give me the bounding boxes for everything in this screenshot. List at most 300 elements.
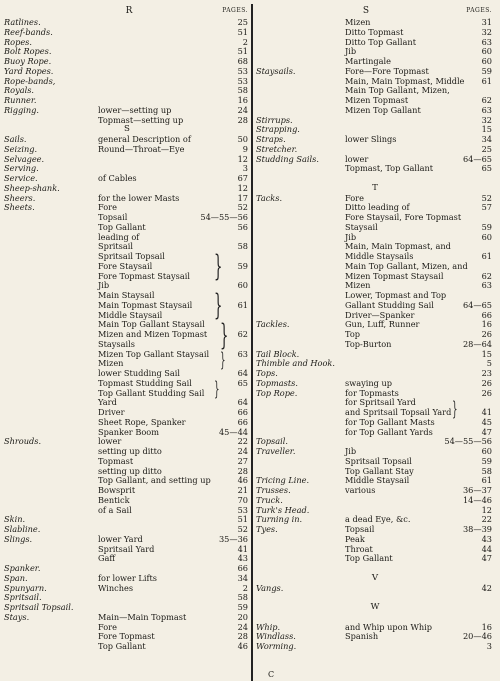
- entry-description: Ditto Topmast: [345, 26, 404, 37]
- entry-pages: 66: [481, 309, 492, 320]
- index-entry: [256, 584, 494, 594]
- entry-term: Tail Block.: [256, 348, 300, 359]
- entry-description: Middle Staysail: [98, 309, 163, 320]
- entry-description: Mizen and Mizen Topmast: [98, 329, 208, 339]
- entry-term: Straps.: [256, 134, 286, 144]
- index-entry: [4, 554, 250, 564]
- entry-description: Main, Main Topmast, Middle: [345, 75, 465, 86]
- entry-description: general Description of: [98, 134, 191, 144]
- entry-description: Top Gallant, and setting up: [98, 475, 211, 486]
- brace-mark: }: [214, 377, 220, 401]
- entry-pages: 53: [237, 75, 248, 86]
- section-heading: [256, 184, 494, 194]
- entry-description: lower: [345, 153, 369, 164]
- entry-pages: 53: [237, 504, 248, 515]
- entry-description: Spanker Boom: [98, 426, 159, 437]
- index-entry: [256, 486, 494, 496]
- entry-term: Service.: [4, 173, 38, 183]
- entry-description: Spritsail Topsail: [98, 251, 165, 261]
- entry-pages: 52: [237, 524, 248, 534]
- entry-term: Rope-bands,: [4, 75, 56, 86]
- section-letter: S: [124, 124, 130, 135]
- entry-description: Main Topmast Staysail: [98, 299, 193, 310]
- entry-term: Seizing.: [4, 143, 38, 154]
- entry-pages: 54—55—56: [444, 436, 492, 447]
- entry-description: swaying up: [345, 377, 392, 388]
- entry-term: Rigging.: [4, 104, 40, 115]
- entry-pages: 63: [481, 280, 492, 291]
- entry-description: Spritsail Topsail: [345, 455, 412, 466]
- entry-description: Lower, Topmast and Top: [345, 290, 447, 300]
- entry-description: Mizen: [345, 17, 371, 27]
- entry-pages: 3: [486, 641, 492, 651]
- entry-pages: 58: [481, 465, 492, 476]
- entry-description: and Spritsail Topsail Yard: [345, 407, 452, 417]
- entry-description: Main, Main Topmast, and: [345, 241, 451, 252]
- entry-description: Topmast, Top Gallant: [345, 163, 434, 174]
- entry-pages: 64—65: [462, 299, 492, 310]
- column-divider: [251, 4, 253, 681]
- index-entry: [4, 77, 250, 87]
- entry-description: lower Yard: [98, 533, 143, 544]
- entry-term: Reef-bands.: [4, 26, 53, 37]
- entry-term: Shrouds.: [4, 436, 42, 447]
- entry-description: Main—Main Topmast: [98, 611, 187, 622]
- entry-term: Stirrups.: [256, 114, 293, 125]
- entry-term: Spritsail.: [4, 592, 42, 603]
- entry-description: lower Slings: [345, 134, 397, 144]
- entry-description: Mizen: [345, 280, 371, 291]
- section-letter: R: [125, 6, 133, 16]
- entry-pages: 51: [237, 514, 248, 525]
- entry-description: Driver—Spanker: [345, 309, 415, 320]
- index-entry: [4, 515, 250, 525]
- entry-pages: 68: [237, 56, 248, 66]
- entry-pages: 62: [481, 270, 492, 281]
- entry-term: Topsail.: [256, 436, 288, 447]
- entry-description: Bowsprit: [98, 485, 136, 495]
- entry-term: Sails.: [4, 134, 27, 144]
- entry-description: Fore Staysail, Fore Topmast: [345, 212, 462, 222]
- entry-description: Mizen Top Gallant Staysail: [98, 348, 210, 359]
- entry-pages: 63: [481, 104, 492, 115]
- entry-term: Strapping.: [256, 124, 300, 135]
- entry-pages: 17: [237, 192, 248, 203]
- entry-term: Topmasts.: [256, 377, 298, 388]
- section-heading: [256, 603, 494, 613]
- entry-description: Staysails: [98, 338, 135, 349]
- entry-pages: 70: [237, 494, 248, 505]
- entry-term: Tacks.: [256, 192, 283, 203]
- entry-pages: 63: [237, 348, 248, 359]
- entry-description: Mizen Topmast Staysail: [345, 270, 444, 281]
- entry-pages: 62: [481, 95, 492, 105]
- entry-description: Main Staysail: [98, 290, 155, 300]
- index-entry: [256, 525, 494, 535]
- entry-pages: 43: [237, 553, 248, 564]
- entry-description: Mizen Topmast: [345, 95, 409, 105]
- entry-description: Main Top Gallant, Mizen,: [345, 85, 450, 96]
- entry-pages: 22: [237, 436, 248, 447]
- entry-pages: 24: [237, 104, 248, 115]
- entry-term: Turk's Head.: [256, 504, 310, 515]
- entry-pages: 66: [237, 563, 248, 573]
- entry-pages: 32: [481, 26, 492, 37]
- entry-description: Topmast—setting up: [98, 114, 184, 125]
- section-heading: [256, 574, 494, 584]
- entry-term: Ropes.: [4, 36, 32, 47]
- entry-description: for lower Lifts: [98, 572, 157, 583]
- entry-pages: 64—65: [462, 153, 492, 164]
- entry-term: Yard Ropes.: [4, 65, 54, 76]
- entry-description: Middle Staysails: [345, 251, 414, 261]
- entry-description: Spanish: [345, 631, 379, 642]
- entry-pages: 59: [481, 65, 492, 76]
- entry-description: Gallant Studding Sail: [345, 299, 434, 310]
- entry-pages: 59: [237, 260, 248, 271]
- entry-pages: 9: [242, 143, 248, 154]
- index-entry: [4, 545, 250, 555]
- entry-description: Winches: [98, 582, 134, 593]
- entry-description: Top Gallant: [98, 221, 146, 232]
- entry-pages: 60: [481, 231, 492, 242]
- entry-pages: 2: [242, 36, 248, 47]
- brace-mark: }: [220, 317, 229, 352]
- entry-description: Staysail: [345, 221, 378, 232]
- entry-description: Top-Burton: [345, 338, 392, 349]
- entry-description: Fore: [98, 202, 117, 213]
- entry-pages: 52: [481, 192, 492, 203]
- entry-pages: 23: [481, 368, 492, 378]
- entry-description: for Topmasts: [345, 387, 399, 398]
- entry-pages: 59: [481, 455, 492, 466]
- entry-pages: 3: [242, 163, 248, 174]
- entry-description: Top Gallant Studding Sail: [98, 387, 205, 398]
- entry-pages: 59: [481, 221, 492, 232]
- entry-pages: 47: [481, 426, 492, 437]
- entry-description: Sheet Rope, Spanker: [98, 416, 186, 427]
- entry-pages: 45: [481, 416, 492, 427]
- entry-term: Truck.: [256, 494, 283, 505]
- entry-pages: 62: [237, 329, 248, 339]
- entry-pages: 54—55—56: [200, 212, 248, 222]
- entry-description: Gaff: [98, 553, 116, 564]
- entry-pages: 32: [481, 114, 492, 125]
- entry-description: Main Top Gallant, Mizen, and: [345, 260, 468, 271]
- entry-description: Fore: [345, 192, 364, 203]
- entry-pages: 24: [237, 446, 248, 456]
- entry-description: Yard: [98, 397, 117, 408]
- entry-term: Slings.: [4, 533, 33, 544]
- entry-pages: 16: [481, 319, 492, 330]
- section-letter: S: [362, 6, 370, 16]
- entry-description: Fore Staysail: [98, 260, 153, 271]
- entry-pages: 60: [481, 46, 492, 57]
- entry-description: and Whip upon Whip: [345, 621, 433, 632]
- entry-pages: 20—46: [462, 631, 492, 642]
- entry-description: Jib: [345, 46, 357, 57]
- entry-pages: 61: [237, 299, 248, 310]
- entry-term: Spunyarn.: [4, 582, 47, 593]
- entry-term: Spanker.: [4, 563, 41, 573]
- footer-signature: C: [268, 670, 275, 679]
- entry-description: Mizen Top Gallant: [345, 104, 421, 115]
- index-entry: [4, 506, 250, 516]
- entry-pages: 63: [481, 36, 492, 47]
- entry-description: Main Top Gallant Staysail: [98, 319, 205, 330]
- entry-pages: 41: [237, 543, 248, 554]
- entry-pages: 16: [237, 95, 248, 105]
- entry-description: lower Studding Sail: [98, 368, 181, 378]
- entry-description: lower—setting up: [98, 104, 172, 115]
- entry-term: Sheep-shank.: [4, 182, 60, 193]
- entry-description: Mizen: [98, 358, 124, 369]
- index-entry: [256, 359, 494, 369]
- entry-description: Middle Staysail: [345, 475, 410, 486]
- entry-term: Trusses.: [256, 485, 291, 495]
- entry-description: Peak: [345, 533, 365, 544]
- index-entry: [256, 38, 494, 48]
- entry-description: leading of: [98, 231, 140, 242]
- entry-description: Jib: [98, 280, 110, 291]
- entry-term: Top Rope.: [256, 387, 298, 398]
- column-header: [256, 4, 494, 18]
- index-entry: [4, 155, 250, 165]
- pages-label: PAGES.: [222, 7, 248, 14]
- entry-term: Studding Sails.: [256, 153, 319, 164]
- entry-term: Thimble and Hook.: [256, 358, 335, 369]
- entry-term: Staysails.: [256, 65, 296, 76]
- entry-description: Spritsail: [98, 241, 133, 252]
- entry-pages: 46: [237, 641, 248, 651]
- entry-description: Top Gallant Stay: [345, 465, 414, 476]
- entry-term: Whip.: [256, 621, 281, 632]
- entry-pages: 43: [481, 533, 492, 544]
- entry-pages: 56: [237, 221, 248, 232]
- entry-description: for Spritsail Yard: [345, 397, 416, 408]
- entry-term: Serving.: [4, 163, 39, 174]
- entry-pages: 28: [237, 465, 248, 476]
- entry-term: Spritsail Topsail.: [4, 602, 74, 612]
- entry-pages: 64: [237, 368, 248, 378]
- entry-pages: 26: [481, 329, 492, 339]
- entry-description: for Top Gallant Masts: [345, 416, 435, 427]
- entry-pages: 28—64: [462, 338, 492, 349]
- index-column-right: [256, 4, 494, 681]
- entry-pages: 15: [481, 124, 492, 135]
- entry-description: of Cables: [98, 173, 137, 183]
- entry-term: Span.: [4, 572, 28, 583]
- entry-pages: 12: [237, 182, 248, 193]
- entry-description: Ditto Top Gallant: [345, 36, 416, 47]
- index-rows: [256, 18, 494, 652]
- entry-pages: 26: [481, 377, 492, 388]
- entry-pages: 51: [237, 46, 248, 57]
- brace-mark: }: [220, 347, 226, 371]
- entry-pages: 53: [237, 65, 248, 76]
- entry-term: Traveller.: [256, 446, 296, 456]
- entry-pages: 60: [481, 56, 492, 66]
- entry-pages: 60: [481, 446, 492, 456]
- entry-description: Driver: [98, 407, 125, 417]
- entry-pages: 50: [237, 134, 248, 144]
- entry-description: Topmast: [98, 455, 134, 466]
- entry-pages: 25: [481, 143, 492, 154]
- entry-term: Vangs.: [256, 582, 284, 593]
- entry-pages: 25: [237, 17, 248, 27]
- index-entry: [4, 194, 250, 204]
- index-rows: [4, 18, 250, 652]
- entry-pages: 51: [237, 26, 248, 37]
- entry-term: Turning in.: [256, 514, 303, 525]
- entry-description: Fore Topmast Staysail: [98, 270, 190, 281]
- entry-description: Spritsail Yard: [98, 543, 155, 554]
- entry-pages: 64: [237, 397, 248, 408]
- entry-pages: 52: [237, 202, 248, 213]
- entry-description: Jib: [345, 446, 357, 456]
- entry-pages: 46: [237, 475, 248, 486]
- entry-term: Stretcher.: [256, 143, 298, 154]
- index-entry: [4, 350, 250, 360]
- entry-term: Worming.: [256, 641, 297, 651]
- entry-description: setting up ditto: [98, 465, 162, 476]
- entry-description: Fore Topmast: [98, 631, 155, 642]
- entry-pages: 38—39: [462, 524, 492, 534]
- entry-pages: 2: [242, 582, 248, 593]
- section-letter: T: [372, 182, 378, 193]
- entry-pages: 60: [237, 280, 248, 291]
- entry-description: Gun, Luff, Runner: [345, 319, 420, 330]
- entry-pages: 24: [237, 621, 248, 632]
- entry-pages: 44: [481, 543, 492, 554]
- entry-description: lower: [98, 436, 122, 447]
- entry-pages: 66: [237, 416, 248, 427]
- entry-term: Ratlines.: [4, 17, 41, 27]
- entry-pages: 61: [481, 251, 492, 261]
- entry-term: Slabline.: [4, 524, 41, 534]
- section-letter: W: [370, 602, 380, 612]
- entry-term: Tops.: [256, 368, 278, 378]
- entry-pages: 28: [237, 631, 248, 642]
- entry-description: for the lower Masts: [98, 192, 180, 203]
- entry-pages: 42: [481, 582, 492, 593]
- index-entry: [256, 320, 494, 330]
- entry-pages: 14—46: [462, 494, 492, 505]
- brace-mark: }: [452, 396, 458, 420]
- entry-term: Buoy Rope.: [4, 56, 52, 66]
- entry-description: of a Sail: [98, 504, 132, 515]
- index-entry: [256, 642, 494, 652]
- entry-description: setting up ditto: [98, 446, 162, 456]
- entry-pages: 34: [237, 572, 248, 583]
- entry-pages: 15: [481, 348, 492, 359]
- entry-description: Topmast Studding Sail: [98, 377, 192, 388]
- entry-pages: 26: [481, 387, 492, 398]
- entry-pages: 22: [481, 514, 492, 525]
- entry-pages: 66: [237, 407, 248, 417]
- entry-term: Runner.: [4, 95, 37, 105]
- entry-description: Bentick: [98, 494, 130, 505]
- entry-term: Bolt Ropes.: [4, 46, 52, 57]
- brace-mark: }: [214, 288, 223, 323]
- entry-pages: 12: [237, 153, 248, 164]
- entry-pages: 35—36: [218, 533, 248, 544]
- entry-description: Jib: [345, 231, 357, 242]
- entry-description: various: [345, 485, 376, 495]
- entry-pages: 61: [481, 475, 492, 486]
- column-header: [4, 4, 250, 18]
- entry-description: Top Gallant: [345, 553, 393, 564]
- entry-description: Top Gallant: [98, 641, 146, 651]
- entry-pages: 59: [237, 602, 248, 612]
- entry-description: Fore: [98, 621, 117, 632]
- entry-description: Throat: [345, 543, 373, 554]
- entry-description: a dead Eye, &c.: [345, 514, 411, 525]
- pages-label: PAGES.: [466, 7, 492, 14]
- entry-pages: 16: [481, 621, 492, 632]
- entry-term: Selvagee.: [4, 153, 45, 164]
- index-entry: [256, 535, 494, 545]
- entry-pages: 34: [481, 134, 492, 144]
- index-entry: [256, 272, 494, 282]
- entry-term: Skin.: [4, 514, 26, 525]
- index-entry: [4, 642, 250, 652]
- entry-pages: 58: [237, 592, 248, 603]
- section-letter: V: [371, 572, 379, 583]
- index-entry: [4, 613, 250, 623]
- entry-pages: 45—44: [218, 426, 248, 437]
- entry-pages: 47: [481, 553, 492, 564]
- entry-term: Windlass.: [256, 631, 296, 642]
- index-entry: [256, 476, 494, 486]
- entry-term: Sheers.: [4, 192, 36, 203]
- entry-pages: 58: [237, 241, 248, 252]
- entry-term: Tackles.: [256, 319, 290, 330]
- entry-pages: 58: [237, 85, 248, 96]
- entry-pages: 12: [481, 504, 492, 515]
- entry-description: Ditto leading of: [345, 202, 410, 213]
- entry-pages: 65: [481, 163, 492, 174]
- entry-pages: 61: [481, 75, 492, 86]
- entry-description: Round—Throat—Eye: [98, 143, 185, 154]
- entry-pages: 20: [237, 611, 248, 622]
- entry-term: Stays.: [4, 611, 30, 622]
- entry-pages: 31: [481, 17, 492, 27]
- entry-term: Royals.: [4, 85, 35, 96]
- entry-pages: 28: [237, 114, 248, 125]
- entry-pages: 21: [237, 485, 248, 495]
- entry-pages: 41: [481, 407, 492, 417]
- entry-pages: 67: [237, 173, 248, 183]
- index-entry: [256, 164, 494, 174]
- entry-term: Sheets.: [4, 202, 35, 213]
- index-entry: [256, 554, 494, 564]
- entry-description: for Top Gallant Yards: [345, 426, 433, 437]
- entry-pages: 27: [237, 455, 248, 466]
- entry-pages: 65: [237, 377, 248, 388]
- entry-description: Topsail: [98, 212, 128, 222]
- entry-pages: 57: [481, 202, 492, 213]
- entry-term: Tricing Line.: [256, 475, 310, 486]
- entry-pages: 5: [486, 358, 492, 369]
- entry-term: Tyes.: [256, 524, 278, 534]
- index-entry: [256, 223, 494, 233]
- entry-description: Topsail: [345, 524, 375, 534]
- index-column-left: [4, 4, 250, 681]
- index-entry: [4, 86, 250, 96]
- entry-description: Martingale: [345, 56, 391, 66]
- index-entry: [4, 28, 250, 38]
